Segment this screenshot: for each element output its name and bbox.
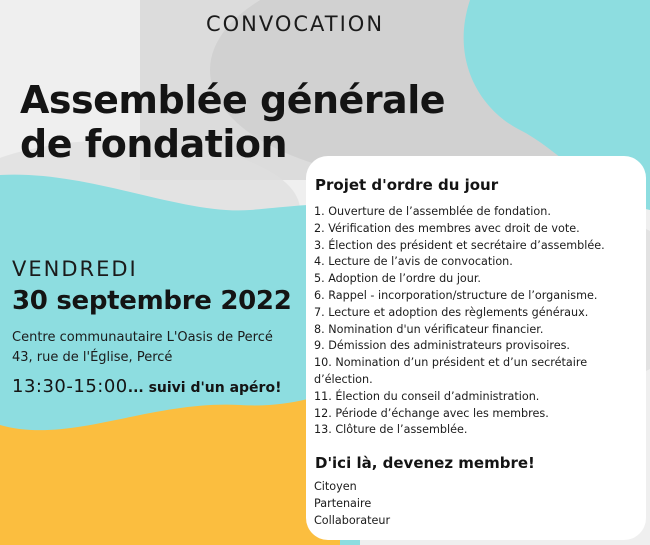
title-line-1: Assemblée générale (20, 78, 445, 122)
eyebrow-label: CONVOCATION (205, 12, 385, 36)
agenda-item: 10. Nomination d’un président et d’un secrétaire d’élection. (314, 356, 588, 386)
event-time-extra: ... suivi d'un apéro! (127, 380, 282, 396)
agenda-card (306, 156, 646, 540)
agenda-item: 4. Lecture de l’avis de convocation. (314, 255, 513, 269)
agenda-item: 9. Démission des administrateurs provisoires. (314, 339, 570, 353)
title-line-2: de fondation (20, 122, 288, 166)
event-venue (12, 328, 273, 368)
agenda-title: Projet d'ordre du jour (315, 176, 499, 194)
agenda-item: 5. Adoption de l’ordre du jour. (314, 272, 481, 286)
agenda-item: 2. Vérification des membres avec droit de vote. (314, 221, 580, 235)
event-date: 30 septembre 2022 (12, 286, 292, 316)
membership-title: D'ici là, devenez membre! (315, 454, 535, 472)
agenda-item: 1. Ouverture de l’assemblée de fondation. (314, 205, 551, 218)
agenda-item: 7. Lecture et adoption des règlements généraux. (314, 305, 589, 319)
agenda-list (314, 204, 646, 439)
agenda-item: 8. Nomination d'un vérificateur financier. (314, 322, 544, 336)
venue-name: Centre communautaire L'Oasis de Percé (12, 330, 273, 345)
membership-list (314, 478, 390, 529)
membership-option: Citoyen (314, 480, 357, 493)
event-hours: 13:30-15:00 (12, 376, 128, 397)
agenda-item: 6. Rappel - incorporation/structure de l’organisme. (314, 288, 598, 302)
agenda-item: 12. Période d’échange avec les membres. (314, 406, 549, 420)
membership-option: Collaborateur (314, 514, 391, 527)
agenda-item: 11. Élection du conseil d’administration. (314, 389, 540, 403)
agenda-item: 3. Élection des président et secrétaire d’assemblée. (314, 238, 605, 252)
page-title (20, 78, 445, 166)
agenda-item: 13. Clôture de l’assemblée. (314, 423, 468, 437)
membership-option: Partenaire (314, 497, 372, 510)
venue-address: 43, rue de l'Église, Percé (12, 350, 173, 365)
event-day: VENDREDI (12, 257, 138, 281)
event-time (12, 376, 281, 397)
